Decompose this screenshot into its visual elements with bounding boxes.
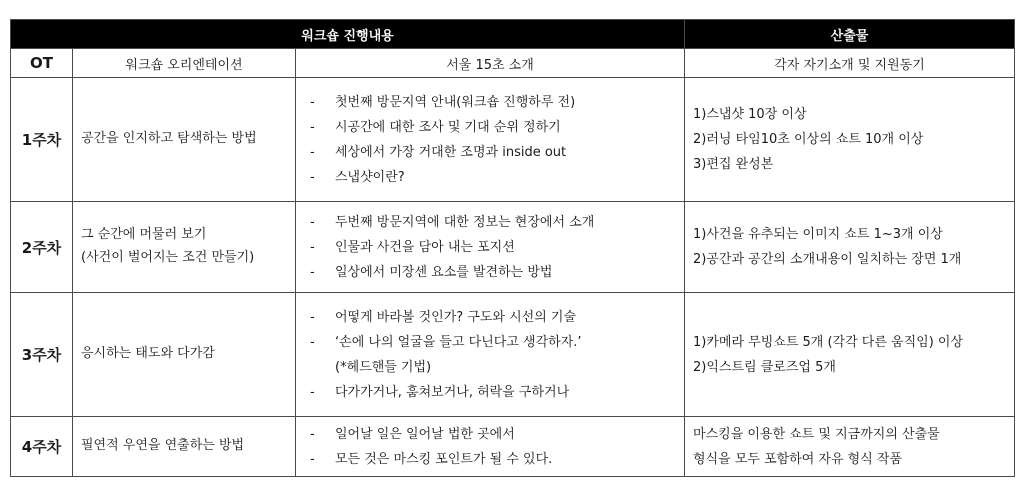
week-row [11,78,1015,202]
output-line: 2)익스트림 클로즈업 5개 [693,359,836,375]
list-item: - 모든 것은 마스킹 포인트가 될 수 있다. [310,451,553,467]
output-cell [685,78,1015,202]
content-cell [296,202,685,293]
topic-line: 그 순간에 머물러 보기 [81,227,207,243]
week-label: 3주차 [11,293,73,417]
workshop-table [10,19,1015,477]
header-row [11,20,1015,49]
list-item: - 세상에서 가장 거대한 조명과 inside out [310,144,567,160]
output-line: 마스킹을 이용한 쇼트 및 지금까지의 산출물 [693,426,940,442]
week-row [11,293,1015,417]
content-cell: 서울 15초 소개 [296,49,685,78]
output-line: 3)편집 완성본 [693,157,774,172]
topic-cell [73,202,296,293]
content-cell [296,293,685,417]
output-cell [685,417,1015,477]
content-list [296,305,684,405]
output-cell: 각자 자기소개 및 지원동기 [685,49,1015,78]
progress-header: 워크숍 진행내용 [11,20,685,49]
output-line: 2)공간과 공간의 소개내용이 일치하는 장면 1개 [693,252,962,267]
list-item: - 일상에서 미장센 요소를 발견하는 방법 [310,264,553,280]
content-list [296,422,684,472]
topic-cell [73,417,296,477]
output-line: 1)스냅샷 10장 이상 [693,107,807,122]
list-item: - 인물과 사건을 담아 내는 포지션 [310,239,515,255]
content-list [296,210,684,285]
content-cell [296,417,685,477]
list-item: - 스냅샷이란? [310,169,405,185]
topic-cell [73,78,296,202]
output-line: 형식을 모두 포함하여 자유 형식 작품 [693,451,903,467]
list-item: - ‘손에 나의 얼굴을 들고 다닌다고 생각하자.’ [310,334,582,350]
output-line: 1)사건을 유추되는 이미지 쇼트 1~3개 이상 [693,227,943,242]
topic-line: 필연적 우연을 연출하는 방법 [81,438,245,454]
topic-line: 응시하는 태도와 다가감 [81,346,215,362]
week-label: OT [11,49,73,78]
content-list [296,90,684,190]
list-item: - 일어날 일은 일어날 법한 곳에서 [310,426,515,442]
output-header: 산출물 [685,20,1015,49]
list-item: - 다가가거나, 훔쳐보거나, 허락을 구하거나 [310,384,570,400]
week-row [11,417,1015,477]
output-cell [685,202,1015,293]
week-label: 4주차 [11,417,73,477]
output-line: 2)러닝 타임10초 이상의 쇼트 10개 이상 [693,132,924,147]
list-item: - 첫번째 방문지역 안내(워크숍 진행하루 전) [310,94,576,110]
output-line: 1)카메라 무빙쇼트 5개 (각각 다른 움직임) 이상 [693,334,964,350]
content-cell [296,78,685,202]
week-row [11,202,1015,293]
list-item: - 시공간에 대한 조사 및 기대 순위 정하기 [310,119,561,135]
output-cell [685,293,1015,417]
topic-line: (사건이 벌어지는 조건 만들기) [81,250,255,265]
topic-cell [73,293,296,417]
ot-row [11,49,1015,78]
topic-line: 공간을 인지하고 탐색하는 방법 [81,131,257,147]
week-label: 1주차 [11,78,73,202]
list-item: - 두번째 방문지역에 대한 정보는 현장에서 소개 [310,214,595,230]
list-item: (*헤드핸들 기법) [335,359,432,375]
week-label: 2주차 [11,202,73,293]
list-item: - 어떻게 바라볼 것인가? 구도와 시선의 기술 [310,309,577,325]
topic-cell: 워크숍 오리엔테이션 [73,49,296,78]
